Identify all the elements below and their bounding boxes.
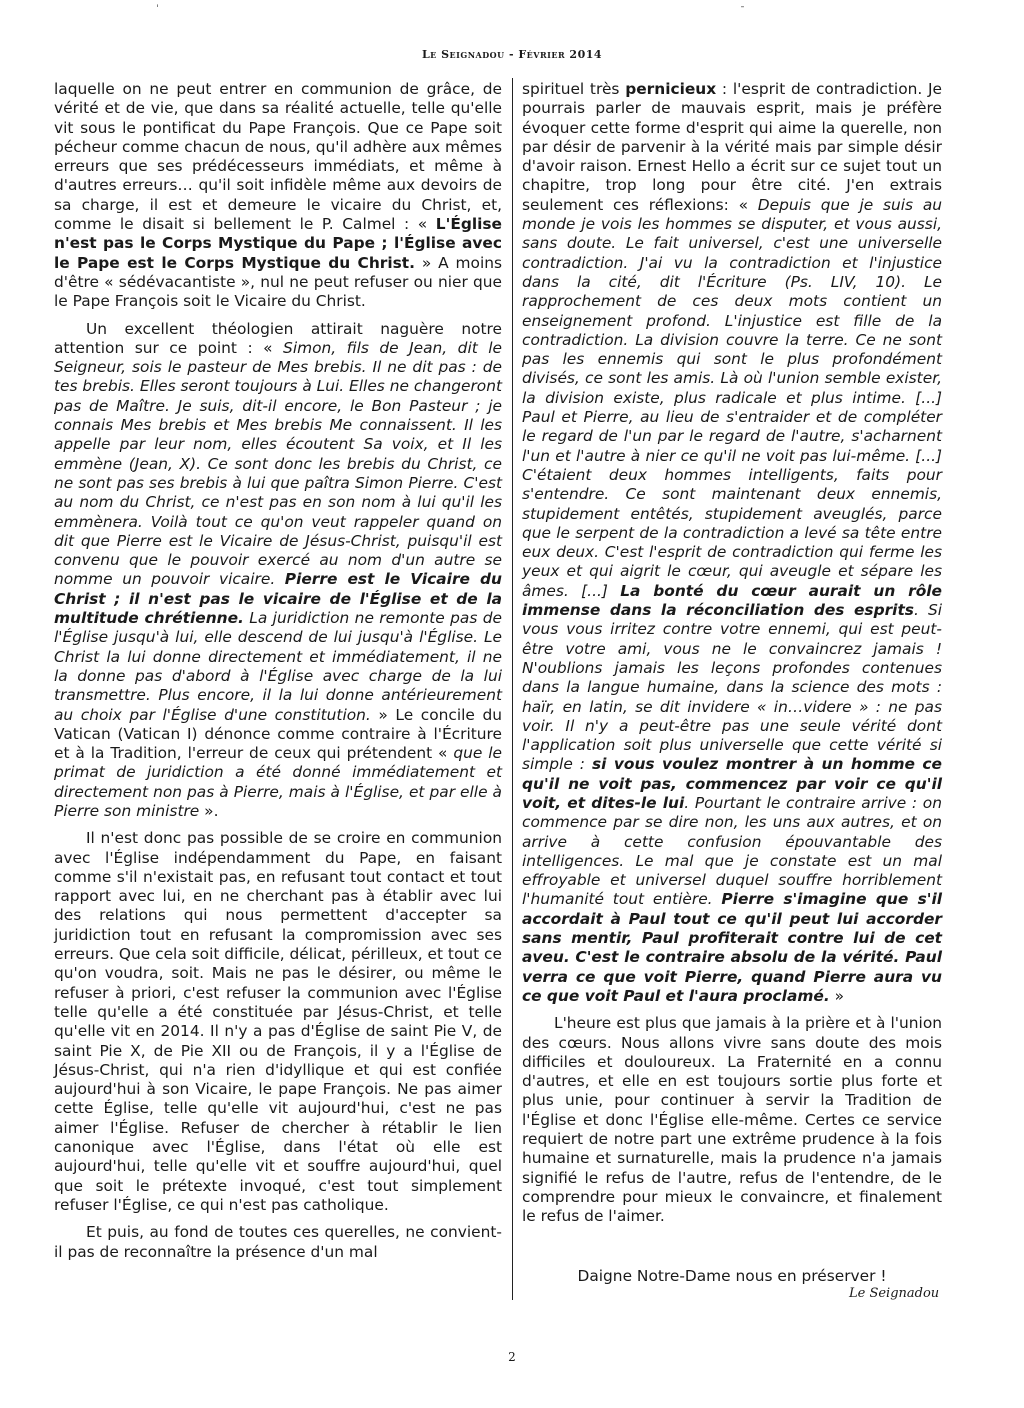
paragraph: Un excellent théologien attirait naguère notre attention sur ce point : « Simon, fils de Jean, dit le Seigneur, sois le pasteur de Mes brebis. Il ne dit pas : de tes brebis. Elles seront toujours à Lui. Elles ne changeront pas de Maître. Je suis, dit-il encore, le Bon Pasteur ; je connais Mes brebis et Mes brebis Me connaissent. Il les appelle par leur nom, elles écoutent Sa voix, et Il les emmène (Jean, X). Ce sont donc les brebis du Christ, ce ne sont pas ses brebis à lui que paîtra Simon Pierre. C'est au nom du Christ, ce n'est pas en son nom à lui qu'il les emmènera. Voilà tout ce qu'on veut rappeler quand on dit que Pierre est le Vicaire de Jésus-Christ, puisqu'il est convenu que le pouvoir exercé au nom d'un autre se nomme un pouvoir vicaire. Pierre est le Vicaire du Christ ; il n'est pas le vicaire de l'Église et de la multitude chrétienne. La juridiction ne remonte pas de l'Église jusqu'à lui, elle descend de lui jusqu'à l'Église. Le Christ la lui donne directement et immédiatement, il ne la donne pas d'abord à l'Église avec charge de la lui transmettre. Plus encore, il la lui donne antérieurement au choix par l'Église d'une constitution. » Le concile du Vatican (Vatican I) dénonce comme contraire à l'Écriture et à la Tradition, l'erreur de ceux qui prétendent « que le primat de juridiction a été donné immédiatement et directement non pas à Pierre, mais à l'Église, et par elle à Pierre son ministre ». bbox=[54, 319, 502, 820]
signature: Le Seignadou bbox=[849, 1286, 940, 1301]
scan-mark: ˉ bbox=[740, 6, 745, 17]
paragraph: laquelle on ne peut entrer en communion de grâce, de vérité et de vie, que dans sa réalité actuelle, telle qu'elle vit sous le pontificat du Pape François. Que ce Pape soit pécheur comme chacun de nous, qu'il adhère aux mêmes erreurs que ses prédécesseurs immédiats, et même à d'autres erreurs… qu'il soit infidèle même aux devoirs de sa charge, il est et demeure le vicaire du Christ, et, comme le disait si bellement le P. Calmel : « L'Église n'est pas le Corps Mystique du Pape ; l'Église avec le Pape est le Corps Mystique du Christ. » A moins d'être « sédévacantiste », nul ne peut refuser ou nier que le Pape François soit le Vicaire du Christ. bbox=[54, 80, 502, 311]
column-divider bbox=[512, 78, 513, 1300]
scan-mark: ˈ bbox=[156, 4, 159, 15]
left-column bbox=[54, 80, 502, 1270]
running-header: Le Seignadou - Février 2014 bbox=[421, 48, 603, 61]
paragraph: Et puis, au fond de toutes ces querelles, ne convient-il pas de reconnaître la présence d'un mal bbox=[54, 1223, 502, 1261]
closing-line: Daigne Notre-Dame nous en préserver ! bbox=[577, 1266, 887, 1285]
right-column bbox=[522, 80, 942, 1294]
paragraph: Il n'est donc pas possible de se croire en communion avec l'Église indépendamment du Pape, en faisant comme s'il n'existait pas, en refusant tout contact et tout rapport avec lui, en ne cherchant pas à établir avec lui des relations qui nous permettent d'accepter sa juridiction tout en refusant la compromission avec ses erreurs. Que cela soit difficile, délicat, périlleux, et tout ce qu'on voudra, soit. Mais ne pas le désirer, ou même le refuser à priori, c'est refuser la communion avec l'Église telle qu'elle a été constituée par Jésus-Christ, et telle qu'elle vit en 2014. Il n'y a pas d'Église de saint Pie V, de saint Pie X, de Pie XII ou de François, il y a l'Église de Jésus-Christ, qui n'a rien d'idyllique et qui est confiée aujourd'hui à son Vicaire, le pape François. Ne pas aimer cette Église, telle qu'elle vit aujourd'hui, c'est ne pas aimer l'Église. Refuser de chercher à rétablir le lien canonique avec l'Église, dans l'état où elle est aujourd'hui, telle qu'elle vit et souffre aujourd'hui, quel que soit le prétexte invoqué, c'est tout simplement refuser l'Église, ce qui n'est pas catholique. bbox=[54, 829, 502, 1214]
paragraph: L'heure est plus que jamais à la prière et à l'union des cœurs. Nous allons vivre sans doute des mois difficiles et douloureux. La Fraternité en a connu d'autres, et elle en est toujours sortie plus forte et plus unie, pour continuer à servir la Tradition de l'Église et donc l'Église elle-même. Certes ce service requiert de notre part une extrême prudence à la fois humaine et surnaturelle, mais la prudence n'a jamais signifié le refus de l'autre, refus de l'entendre, de le comprendre pour mieux le convaincre, et finalement le refus de l'aimer. bbox=[522, 1014, 942, 1226]
paragraph: spirituel très pernicieux : l'esprit de contradiction. Je pourrais parler de mauvais esprit, mais je préfère évoquer cette forme d'esprit qui aime la querelle, non par désir de parvenir à la vérité mais par simple désir d'avoir raison. Ernest Hello a écrit sur ce sujet tout un chapitre, trop long pour être cité. J'en extrais seulement ces réflexions: « Depuis que je suis au monde je vois les hommes se disputer, et vous aussi, sans doute. Le fait universel, c'est une universelle contradiction. J'ai vu la contradiction et l'injustice dans la cité, dit l'Écriture (Ps. LIV, 10). Le rapprochement de ces deux mots contient un enseignement profond. L'injustice est fille de la contradiction. La division couvre la terre. Ce ne sont pas les ennemis qui sont le plus profondément divisés, ce sont les amis. Là où l'union semble exister, la division existe, plus radicale et plus intime. [...] Paul et Pierre, au lieu de s'entraider et de compléter le regard de l'un par le regard de l'autre, s'acharnent l'un et l'autre à nier ce qu'il ne voit pas lui-même. [...] C'étaient deux hommes intelligents, faits pour s'entendre. Ce sont maintenant deux ennemis, stupidement entêtés, stupidement aveuglés, parce que le serpent de la contradiction a levé sa tête entre eux deux. C'est l'esprit de contradiction qui ferme les yeux et qui aigrit le cœur, qui aveugle et sépare les âmes. [...] La bonté du cœur aurait un rôle immense dans la réconciliation des esprits. Si vous vous irritez contre votre ennemi, qui est peut-être votre ami, vous ne le convaincrez jamais ! N'oublions jamais les leçons profondes contenues dans la langue humaine, dans la science des mots : haïr, en latin, se dit invidere « in…videre » : ne pas voir. Il n'y a peut-être pas une seule vérité dont l'application soit plus universelle que cette vérité si simple : si vous voulez montrer à un homme ce qu'il ne voit pas, commencez par voir ce qu'il voit, et dites-le lui. Pourtant le contraire arrive : on commence par se dire non, les uns aux autres, et on arrive à cette confusion épouvantable des intelligences. Le mal que je constate est un mal effroyable et universel duquel souffre horriblement l'humanité tout entière. Pierre s'imagine que s'il accordait à Paul tout ce qu'il peut lui accorder sans mentir, Paul profiterait contre lui de cet aveu. C'est le contraire absolu de la vérité. Paul verra ce que voit Pierre, quand Pierre aura vu ce que voit Paul et l'aura proclamé. » bbox=[522, 80, 943, 1005]
page-number: 2 bbox=[508, 1350, 516, 1364]
